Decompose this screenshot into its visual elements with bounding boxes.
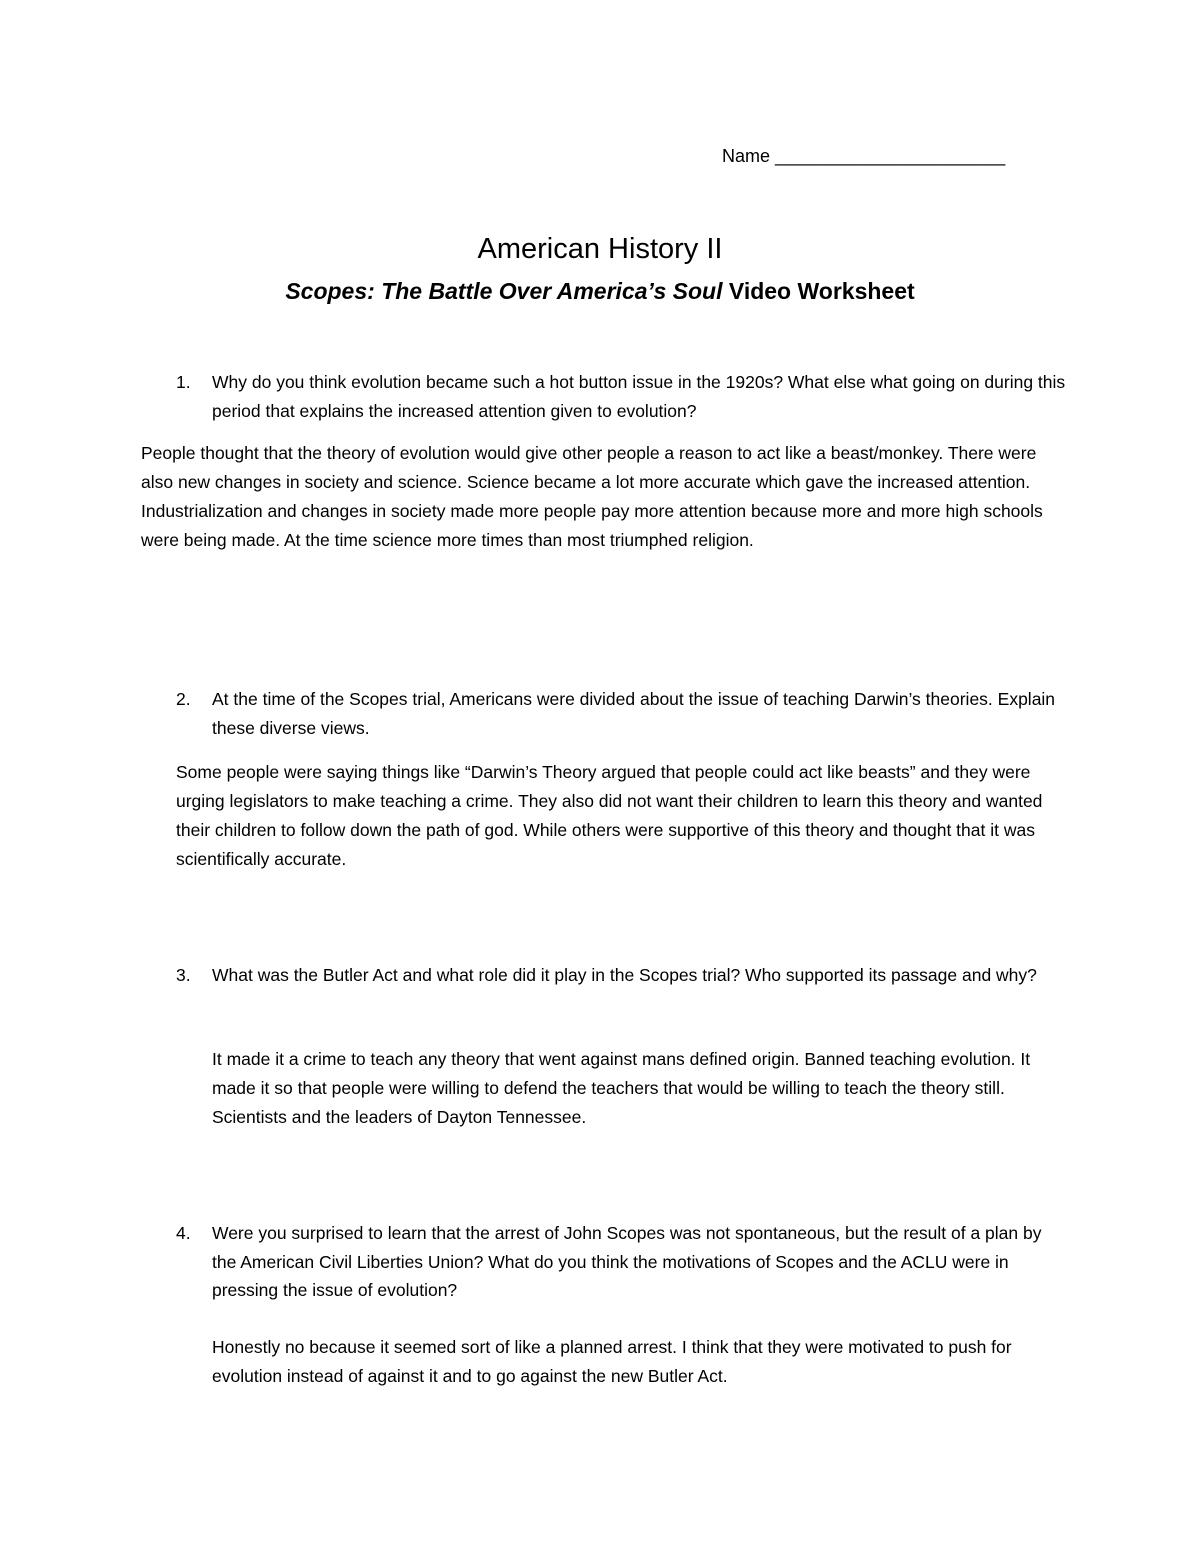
- question-number: 3.: [176, 965, 191, 985]
- document-title: American History II: [477, 233, 723, 265]
- question-text: What was the Butler Act and what role did it play in the Scopes trial? Who supported its passage and why?: [212, 965, 1037, 985]
- name-field-line: Name _______________________: [722, 146, 1006, 166]
- answer-1: People thought that the theory of evolution would give other people a reason to act like a beast/monkey. There were also new changes in society and science. Science became a lot more accurate which gave the increased attention. Industrialization and changes in society made more people pay more attention because more and more high schools were being made. At the time science more times than most triumphed religion.: [141, 443, 1043, 550]
- subtitle-suffix: Video Worksheet: [722, 278, 915, 304]
- question-2: [176, 685, 1066, 742]
- question-text: At the time of the Scopes trial, Americans were divided about the issue of teaching Darwin’s theories. Explain these diverse views.: [212, 689, 1056, 738]
- question-4: [176, 1219, 1066, 1305]
- answer-3: It made it a crime to teach any theory that went against mans defined origin. Banned teaching evolution. It made it so that people were willing to defend the teachers that would be willing to teach the theory still. Scientists and the leaders of Dayton Tennessee.: [212, 1049, 1031, 1127]
- question-number: 2.: [176, 689, 191, 709]
- document-subtitle: [0, 276, 1200, 306]
- answer-2: Some people were saying things like “Darwin’s Theory argued that people could act like beasts” and they were urging legislators to make teaching a crime. They also did not want their children to learn this theory and wanted their children to follow down the path of god. While others were supportive of this theory and thought that it was scientifically accurate.: [176, 762, 1043, 869]
- question-number: 1.: [176, 372, 191, 392]
- question-text: Were you surprised to learn that the arrest of John Scopes was not spontaneous, but the result of a plan by the American Civil Liberties Union? What do you think the motivations of Scopes and the ACLU were in pressing the issue of evolution?: [212, 1223, 1042, 1300]
- subtitle-video-title: Scopes: The Battle Over America’s Soul: [285, 278, 723, 304]
- question-number: 4.: [176, 1223, 191, 1243]
- question-1: [176, 368, 1066, 425]
- answer-4: Honestly no because it seemed sort of like a planned arrest. I think that they were motivated to push for evolution instead of against it and to go against the new Butler Act.: [212, 1337, 1012, 1386]
- question-text: Why do you think evolution became such a hot button issue in the 1920s? What else what going on during this period that explains the increased attention given to evolution?: [212, 372, 1066, 421]
- question-3: [176, 961, 1066, 990]
